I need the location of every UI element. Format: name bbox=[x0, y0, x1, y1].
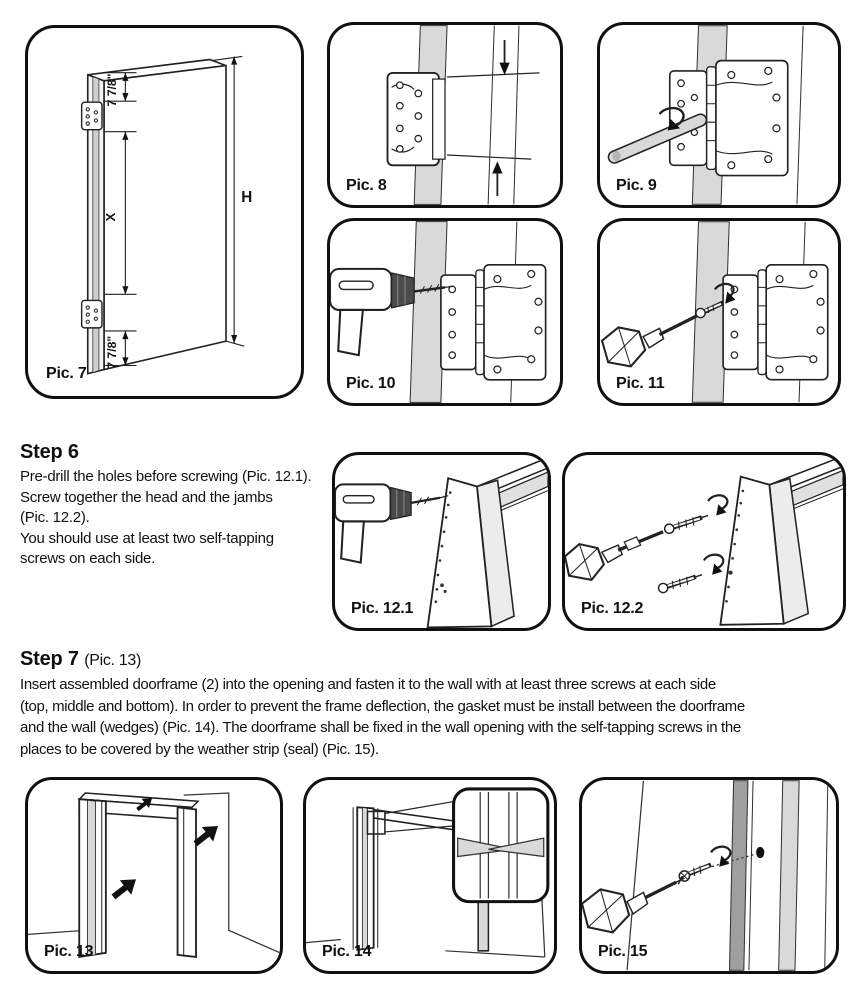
step6-line: (Pic. 12.2). bbox=[20, 509, 90, 526]
weather-strip-grooves bbox=[729, 781, 827, 970]
pic13-caption: Pic. 13 bbox=[44, 943, 94, 960]
step7-heading-note: (Pic. 13) bbox=[84, 652, 142, 669]
step7-heading-text: Step 7 bbox=[20, 648, 79, 670]
step6-section bbox=[20, 441, 330, 570]
step7-line: and the wall (wedges) (Pic. 14). The doorframe shall be fixed in the wall opening with the self-tapping screws in the bbox=[20, 719, 741, 736]
wedge-inset bbox=[454, 789, 548, 902]
aim-line bbox=[707, 855, 754, 868]
dim-label-bottom: 7 7/8" bbox=[105, 335, 120, 369]
step7-heading bbox=[20, 648, 842, 671]
panel-pic13 bbox=[25, 777, 283, 974]
drill bbox=[335, 484, 448, 562]
screw-hole bbox=[756, 847, 764, 858]
panel-pic8 bbox=[327, 22, 563, 208]
doorframe bbox=[79, 793, 198, 957]
step6-line: screws on each side. bbox=[20, 550, 156, 567]
screw-lower bbox=[659, 575, 702, 593]
frame-corner bbox=[720, 456, 843, 625]
hinge bbox=[388, 73, 446, 165]
dim-label-middle: X bbox=[103, 212, 119, 222]
screwdriver bbox=[565, 532, 663, 580]
pic7-caption: Pic. 7 bbox=[46, 365, 87, 382]
frame-edge-line bbox=[627, 781, 643, 970]
screwdriver bbox=[582, 876, 684, 932]
step6-line: Screw together the head and the jambs bbox=[20, 488, 273, 506]
screwdriver bbox=[602, 316, 696, 366]
rotation-arrow-upper bbox=[708, 495, 727, 515]
step7-line: Insert assembled doorframe (2) into the opening and fasten it to the wall with at least three screws at each side bbox=[20, 676, 716, 693]
rotation-arrow bbox=[711, 847, 730, 867]
step6-line: You should use at least two self-tapping bbox=[20, 529, 274, 547]
dim-label-top: 7 7/8" bbox=[105, 73, 120, 107]
screw-upper bbox=[665, 515, 708, 533]
panel-pic12-1 bbox=[332, 452, 551, 631]
hinge bbox=[441, 265, 546, 380]
frame-lines bbox=[488, 26, 519, 205]
pic12-2-caption: Pic. 12.2 bbox=[581, 600, 644, 617]
rotation-arrow-lower bbox=[704, 555, 723, 575]
frame-line bbox=[797, 26, 803, 205]
panel-pic15 bbox=[579, 777, 839, 974]
pic8-caption: Pic. 8 bbox=[346, 177, 387, 194]
pic11-caption: Pic. 11 bbox=[616, 375, 665, 392]
panel-pic7 bbox=[25, 25, 304, 399]
panel-pic9 bbox=[597, 22, 841, 208]
panel-pic11 bbox=[597, 218, 841, 406]
pic14-caption: Pic. 14 bbox=[322, 943, 372, 960]
step7-section bbox=[20, 648, 842, 760]
open-hinge bbox=[670, 61, 788, 176]
step7-line: (top, middle and bottom). In order to prevent the frame deflection, the gasket must be install between the doorframe bbox=[20, 697, 745, 715]
hinge bbox=[723, 265, 828, 380]
hinge-bottom bbox=[82, 300, 102, 327]
step6-line: Pre-drill the holes before screwing (Pic. 12.1). bbox=[20, 468, 312, 485]
pic10-caption: Pic. 10 bbox=[346, 375, 396, 392]
pic12-1-caption: Pic. 12.1 bbox=[351, 600, 414, 617]
step6-heading: Step 6 bbox=[20, 441, 79, 463]
pic9-caption: Pic. 9 bbox=[616, 177, 657, 194]
pic7-illustration bbox=[28, 28, 301, 396]
panel-pic12-2 bbox=[562, 452, 846, 631]
frame-corner bbox=[428, 458, 548, 628]
pic15-caption: Pic. 15 bbox=[598, 943, 648, 960]
panel-pic10 bbox=[327, 218, 563, 406]
step7-line: places to be covered by the weather strip (seal) (Pic. 15). bbox=[20, 740, 379, 758]
drill-bit bbox=[411, 496, 448, 505]
dim-label-height: H bbox=[241, 188, 253, 206]
hinge-top bbox=[82, 102, 102, 129]
panel-pic14 bbox=[303, 777, 557, 974]
